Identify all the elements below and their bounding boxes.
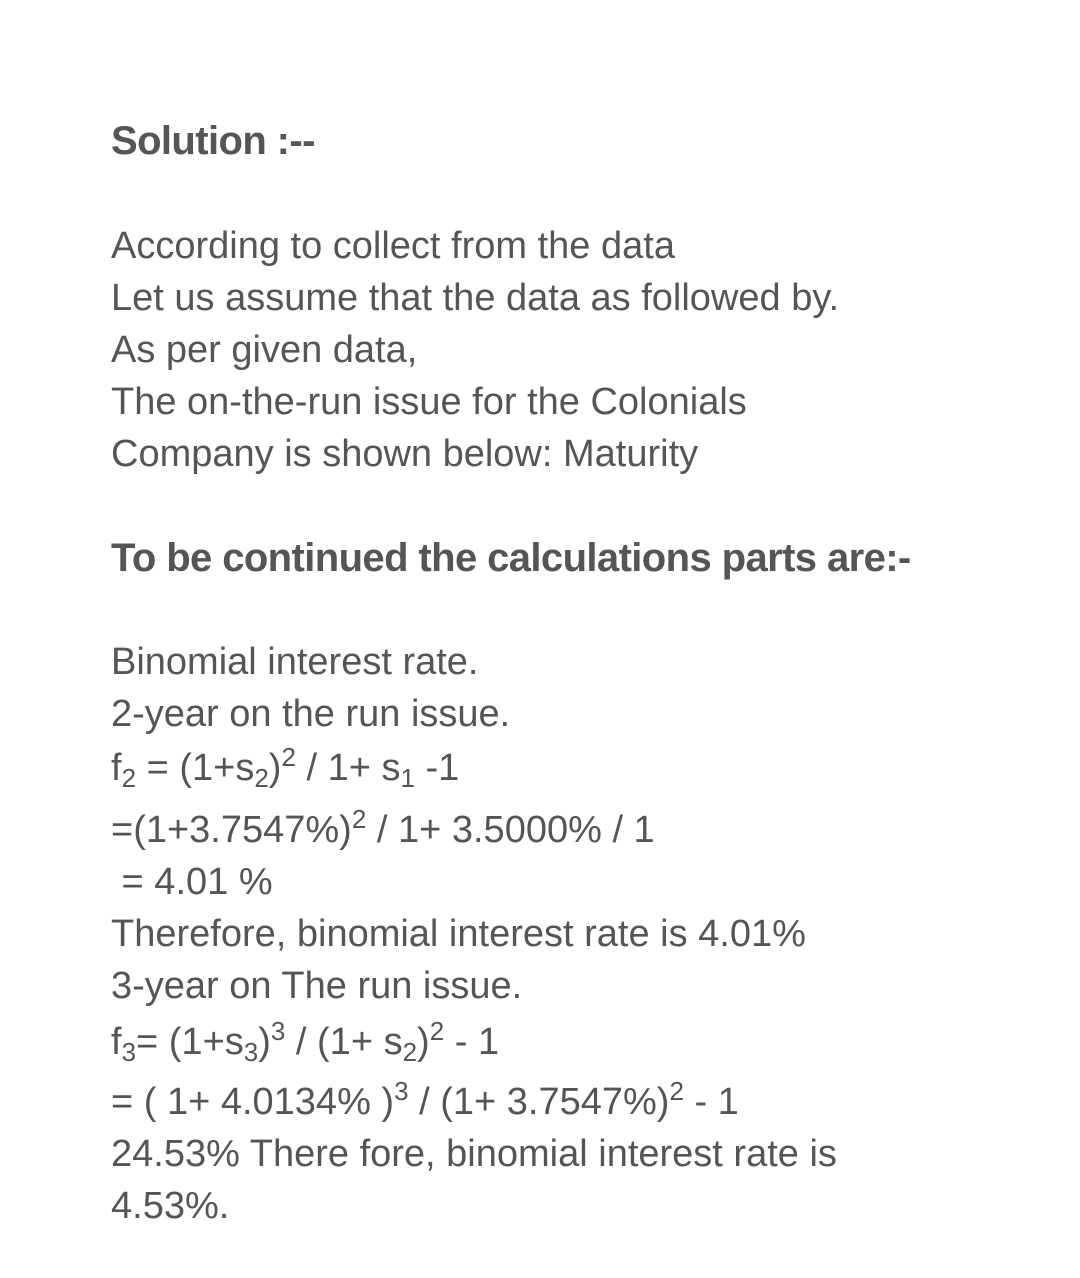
intro-line-5: Company is shown below: Maturity — [111, 433, 699, 475]
f2-formula: $f_2 = (1+s_2)^2 / 1+ s_1$ -1 — [111, 742, 460, 793]
three-year-title: 3-year on The run issue. — [111, 965, 523, 1007]
f2-result: = 4.01 % — [111, 861, 273, 903]
binomial-title: Binomial interest rate. — [111, 641, 479, 683]
two-year-title: 2-year on the run issue. — [111, 693, 511, 735]
f3-result-line-2: 4.53%. — [111, 1185, 230, 1227]
calculations-subheading: To be continued the calculations parts are:- — [111, 536, 911, 580]
f2-substitution: $=(1+3.7547\%)^2 / 1+ 3.5000\% / 1$ — [111, 804, 655, 851]
intro-line-1: According to collect from the data — [111, 225, 675, 267]
f2-conclusion: Therefore, binomial interest rate is 4.01% — [111, 913, 806, 955]
f3-result-line-1: 24.53% There fore, binomial interest rate is — [111, 1133, 837, 1175]
intro-line-2: Let us assume that the data as followed by. — [111, 277, 840, 319]
solution-heading: Solution :-- — [111, 119, 315, 163]
intro-line-4: The on-the-run issue for the Colonials — [111, 381, 747, 423]
intro-line-3: As per given data, — [111, 329, 418, 371]
f3-formula: $f_3= (1+s_3)^3 / (1+ s_2)^2 - 1$ — [111, 1016, 500, 1067]
f3-substitution: = ( 1+ 4.0134% )$^3 / (1+ 3.7547\%)^2 - 1$ — [111, 1076, 739, 1123]
